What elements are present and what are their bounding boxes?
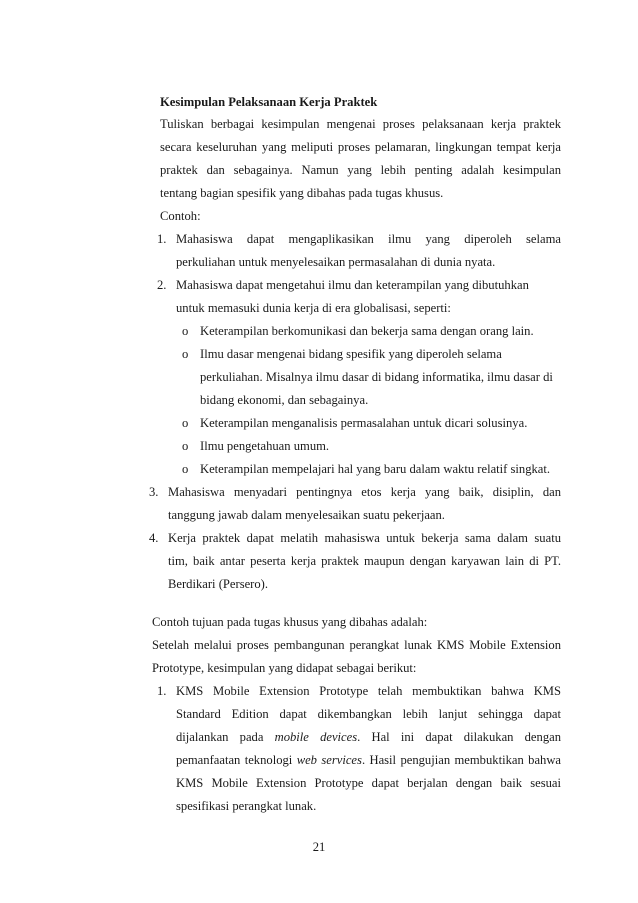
bullet-marker: o — [182, 347, 189, 361]
intro-line: Tuliskan berbagai kesimpulan mengenai proses pelaksanaan kerja praktek — [160, 117, 561, 131]
list-item-line: Kerja praktek dapat melatih mahasiswa untuk bekerja sama dalam suatu — [168, 531, 561, 545]
text-run: dijalankan pada — [176, 730, 275, 744]
italic-term: web services — [296, 753, 362, 767]
list-number: 1. — [157, 232, 167, 246]
example-item-line: KMS Mobile Extension Prototype telah membuktikan bahwa KMS — [176, 684, 561, 698]
italic-term: mobile devices — [274, 730, 358, 744]
example-line: Setelah melalui proses pembangunan perangkat lunak KMS Mobile Extension — [152, 638, 561, 652]
intro-line: secara keseluruhan yang meliputi proses pelamaran, lingkungan tempat kerja — [160, 140, 561, 154]
list-item-line: Mahasiswa menyadari pentingnya etos kerja yang baik, disiplin, dan — [168, 485, 561, 499]
bullet-line: Ilmu pengetahuan umum. — [200, 439, 330, 453]
bullet-line: Ilmu dasar mengenai bidang spesifik yang diperoleh selama — [200, 347, 502, 361]
example-intro: Contoh tujuan pada tugas khusus yang dibahas adalah: — [152, 615, 428, 629]
example-line: Prototype, kesimpulan yang didapat sebagai berikut: — [152, 661, 417, 675]
list-item-line: tim, baik antar peserta kerja praktek maupun dengan karyawan lain di PT. — [168, 554, 561, 568]
bullet-marker: o — [182, 439, 189, 453]
list-number: 2. — [157, 278, 167, 292]
example-item-line: Standard Edition dapat dikembangkan lebih lanjut sehingga dapat — [176, 707, 561, 721]
intro-line: tentang bagian spesifik yang dibahas pada tugas khusus. — [160, 186, 444, 200]
bullet-marker: o — [182, 324, 189, 338]
list-item-line: untuk memasuki dunia kerja di era globalisasi, seperti: — [176, 301, 451, 315]
example-item-line: KMS Mobile Extension Prototype dapat berjalan dengan baik sesuai — [176, 776, 561, 790]
text-run: . Hasil pengujian membuktikan bahwa — [361, 753, 562, 767]
text-run: pemanfaatan teknologi — [176, 753, 297, 767]
list-item-line: tanggung jawab dalam menyelesaikan suatu pekerjaan. — [168, 508, 445, 522]
list-item-line: perkuliahan untuk menyelesaikan permasalahan di dunia nyata. — [176, 255, 496, 269]
example-item-line — [176, 752, 561, 768]
bullet-line: Keterampilan mempelajari hal yang baru dalam waktu relatif singkat. — [200, 462, 551, 476]
text-run: . Hal ini dapat dilakukan dengan — [357, 730, 562, 744]
list-item-line: Mahasiswa dapat mengetahui ilmu dan keterampilan yang dibutuhkan — [176, 278, 529, 292]
bullet-line: Keterampilan menganalisis permasalahan untuk dicari solusinya. — [200, 416, 528, 430]
bullet-line: perkuliahan. Misalnya ilmu dasar di bidang informatika, ilmu dasar di — [200, 370, 553, 384]
bullet-line: Keterampilan berkomunikasi dan bekerja sama dengan orang lain. — [200, 324, 534, 338]
bullet-marker: o — [182, 462, 189, 476]
list-item-line: Mahasiswa dapat mengaplikasikan ilmu yang diperoleh selama — [176, 232, 561, 246]
intro-line: praktek dan sebagainya. Namun yang lebih penting adalah kesimpulan — [160, 163, 561, 177]
bullet-line: bidang ekonomi, dan sebagainya. — [200, 393, 369, 407]
list-number: 4. — [149, 531, 159, 545]
list-number: 3. — [149, 485, 159, 499]
example-item-line: spesifikasi perangkat lunak. — [176, 799, 317, 813]
example-item-line — [176, 729, 561, 745]
bullet-marker: o — [182, 416, 189, 430]
list-number: 1. — [157, 684, 167, 698]
contoh-label: Contoh: — [160, 209, 201, 223]
list-item-line: Berdikari (Persero). — [168, 577, 269, 591]
section-heading: Kesimpulan Pelaksanaan Kerja Praktek — [160, 95, 378, 109]
page-number: 21 — [312, 840, 326, 854]
